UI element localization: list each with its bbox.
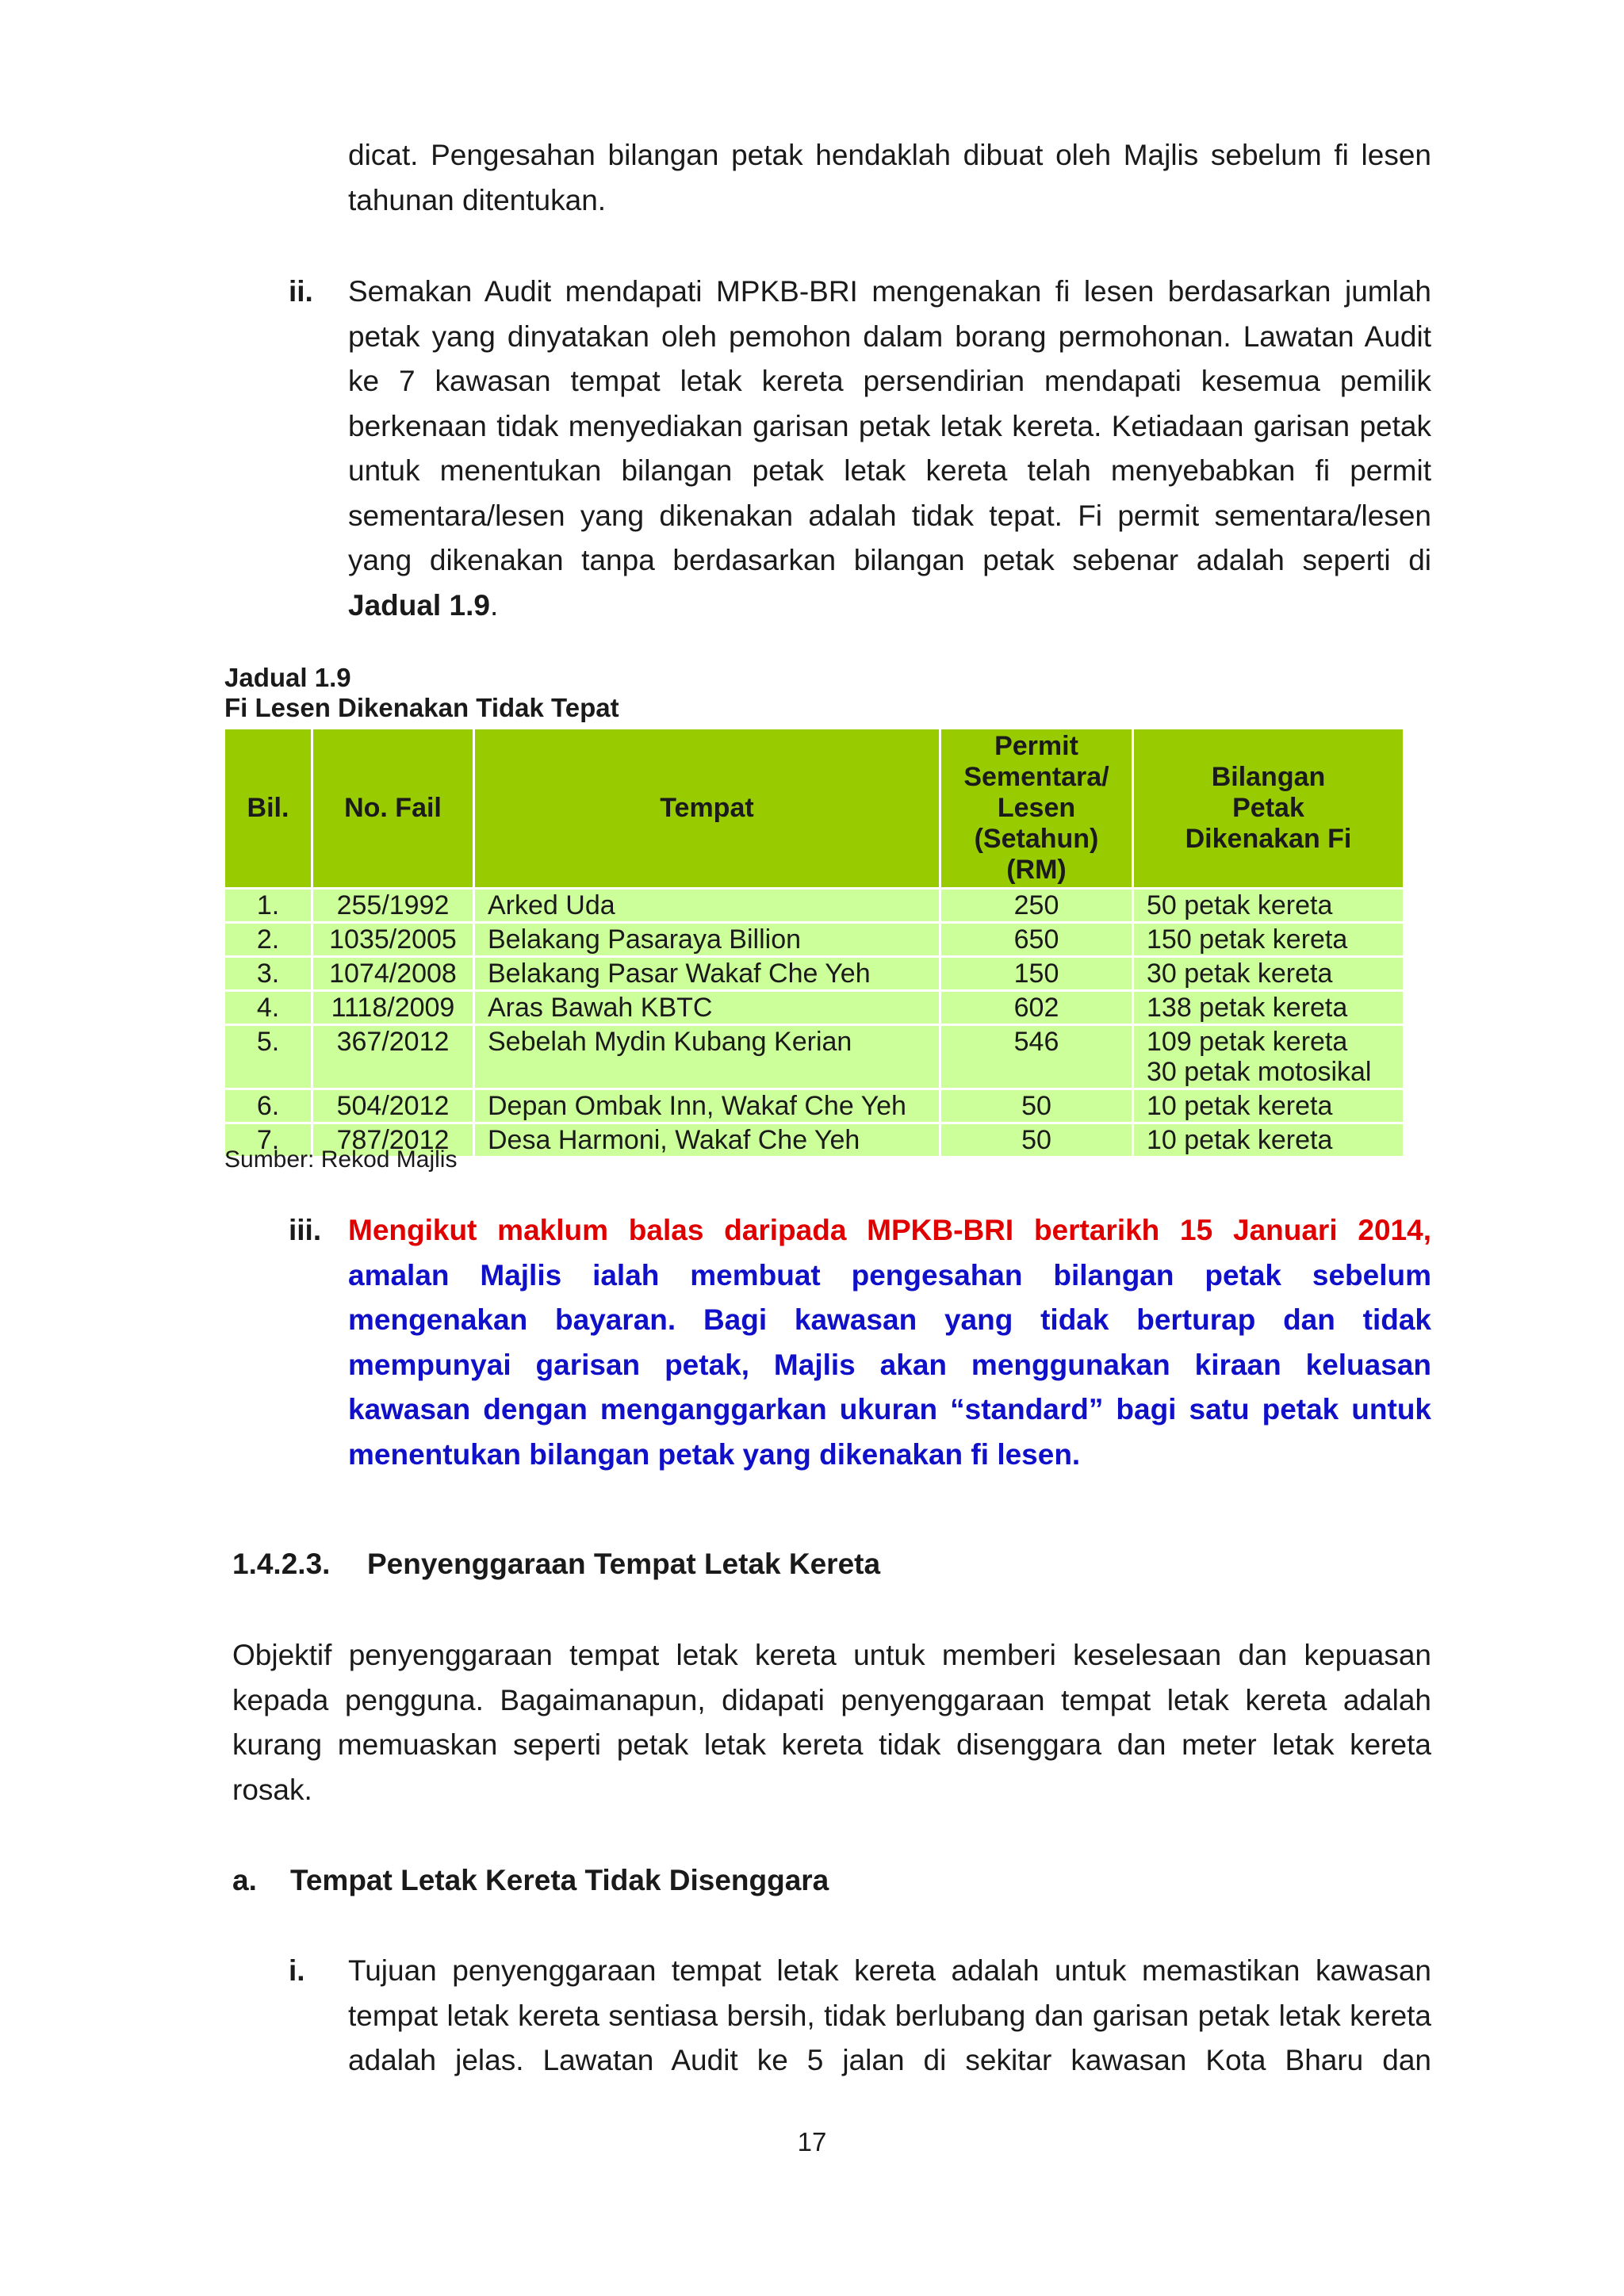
table-row [224, 1089, 1404, 1123]
cell-tempat: Aras Bawah KBTC [474, 991, 940, 1025]
objective-paragraph: Objektif penyenggaraan tempat letak kereta untuk memberi keselesaan dan kepuasan kepada pengguna. Bagaimanapun, didapati penyenggaraan tempat letak kereta adalah kurang memuaskan seperti petak letak kereta tidak disenggara dan meter letak kereta rosak. [232, 1639, 1431, 1806]
table-caption [224, 663, 619, 723]
cell-no-fail: 787/2012 [312, 1123, 474, 1158]
cell-bilangan: 10 petak kereta [1133, 1089, 1404, 1123]
item-iii-paragraph [348, 1208, 1431, 1477]
cell-bilangan: 10 petak kereta [1133, 1123, 1404, 1158]
table-row [224, 991, 1404, 1025]
cell-tempat: Depan Ombak Inn, Wakaf Che Yeh [474, 1089, 940, 1123]
cell-no-fail: 255/1992 [312, 889, 474, 923]
cell-bilangan: 150 petak kereta [1133, 923, 1404, 957]
table-row [224, 889, 1404, 923]
cell-bil: 4. [224, 991, 312, 1025]
cell-no-fail: 367/2012 [312, 1025, 474, 1089]
cell-bil: 2. [224, 923, 312, 957]
header-no-fail: No. Fail [312, 729, 474, 889]
subsection-title: Tempat Letak Kereta Tidak Disenggara [290, 1864, 829, 1896]
cell-bil: 7. [224, 1123, 312, 1158]
paragraph-continuation: dicat. Pengesahan bilangan petak hendaklah dibuat oleh Majlis sebelum fi lesen tahunan ditentukan. [348, 139, 1431, 216]
cell-tempat: Belakang Pasaraya Billion [474, 923, 940, 957]
table-header-row [224, 729, 1404, 889]
page-number: 17 [797, 2127, 827, 2156]
header-permit: Permit Sementara/ Lesen (Setahun) (RM) [940, 729, 1133, 889]
table-reference: Jadual 1.9 [348, 588, 490, 622]
subsection-number: a. [232, 1864, 257, 1896]
cell-bilangan: 109 petak kereta 30 petak motosikal [1133, 1025, 1404, 1089]
cell-permit: 50 [940, 1123, 1133, 1158]
cell-tempat: Sebelah Mydin Kubang Kerian [474, 1025, 940, 1089]
item-ii-paragraph: Semakan Audit mendapati MPKB-BRI mengenakan fi lesen berdasarkan jumlah petak yang dinyatakan oleh pemohon dalam borang permohonan. Lawatan Audit ke 7 kawasan tempat letak kereta persendirian mendapati kesemua pemilik berkenaan tidak menyediakan garisan petak letak kereta. Ketiadaan garisan petak untuk menentukan bilangan petak letak kereta telah menyebabkan fi permit sementara/lesen yang dikenakan adalah tidak tepat. Fi permit sementara/lesen yang dikenakan tanpa berdasarkan bilangan petak sebenar adalah seperti di Jadual 1.9. [348, 275, 1431, 622]
cell-bilangan: 30 petak kereta [1133, 957, 1404, 991]
item-ii-number: ii. [289, 275, 313, 308]
response-blue-text: amalan Majlis ialah membuat pengesahan bilangan petak sebelum mengenakan bayaran. Bagi kawasan yang tidak berturap dan tidak mempunyai garisan petak, Majlis akan menggunakan kiraan keluasan kawasan dengan menganggarkan ukuran “standard” bagi satu petak untuk menentukan bilangan petak yang dikenakan fi lesen. [348, 1258, 1431, 1471]
cell-permit: 602 [940, 991, 1133, 1025]
cell-permit: 546 [940, 1025, 1133, 1089]
table-source: Sumber: Rekod Majlis [224, 1146, 458, 1173]
table-title: Fi Lesen Dikenakan Tidak Tepat [224, 693, 619, 722]
item-i-paragraph: Tujuan penyenggaraan tempat letak kereta adalah untuk memastikan kawasan tempat letak kereta sentiasa bersih, tidak berlubang dan garisan petak letak kereta adalah jelas. Lawatan Audit ke 5 jalan di sekitar kawasan Kota Bharu dan [348, 1954, 1431, 2076]
cell-tempat: Desa Harmoni, Wakaf Che Yeh [474, 1123, 940, 1158]
response-red-text: Mengikut maklum balas daripada MPKB-BRI bertarikh 15 Januari 2014, [348, 1214, 1431, 1246]
cell-bilangan: 138 petak kereta [1133, 991, 1404, 1025]
cell-bil: 6. [224, 1089, 312, 1123]
header-tempat: Tempat [474, 729, 940, 889]
cell-permit: 50 [940, 1089, 1133, 1123]
table-row [224, 923, 1404, 957]
cell-tempat: Belakang Pasar Wakaf Che Yeh [474, 957, 940, 991]
item-iii-number: iii. [289, 1214, 322, 1246]
cell-no-fail: 1074/2008 [312, 957, 474, 991]
cell-no-fail: 1035/2005 [312, 923, 474, 957]
cell-no-fail: 1118/2009 [312, 991, 474, 1025]
header-bilangan: Bilangan Petak Dikenakan Fi [1133, 729, 1404, 889]
header-bil: Bil. [224, 729, 312, 889]
cell-bil: 1. [224, 889, 312, 923]
cell-permit: 650 [940, 923, 1133, 957]
cell-no-fail: 504/2012 [312, 1089, 474, 1123]
section-number: 1.4.2.3. [232, 1548, 331, 1580]
cell-permit: 150 [940, 957, 1133, 991]
item-ii-text: Semakan Audit mendapati MPKB-BRI mengenakan fi lesen berdasarkan jumlah petak yang dinyatakan oleh pemohon dalam borang permohonan. Lawatan Audit ke 7 kawasan tempat letak kereta persendirian mendapati kesemua pemilik berkenaan tidak menyediakan garisan petak letak kereta. Ketiadaan garisan petak untuk menentukan bilangan petak letak kereta telah menyebabkan fi permit sementara/lesen yang dikenakan adalah tidak tepat. Fi permit sementara/lesen yang dikenakan tanpa berdasarkan bilangan petak sebenar adalah seperti di [348, 275, 1431, 576]
cell-tempat: Arked Uda [474, 889, 940, 923]
cell-bil: 5. [224, 1025, 312, 1089]
table-row [224, 957, 1404, 991]
cell-bil: 3. [224, 957, 312, 991]
cell-bilangan: 50 petak kereta [1133, 889, 1404, 923]
fee-table [223, 727, 1403, 1158]
table-number: Jadual 1.9 [224, 663, 351, 692]
section-title: Penyenggaraan Tempat Letak Kereta [367, 1548, 881, 1580]
table-row [224, 1025, 1404, 1089]
cell-permit: 250 [940, 889, 1133, 923]
item-i-number: i. [289, 1954, 305, 1987]
